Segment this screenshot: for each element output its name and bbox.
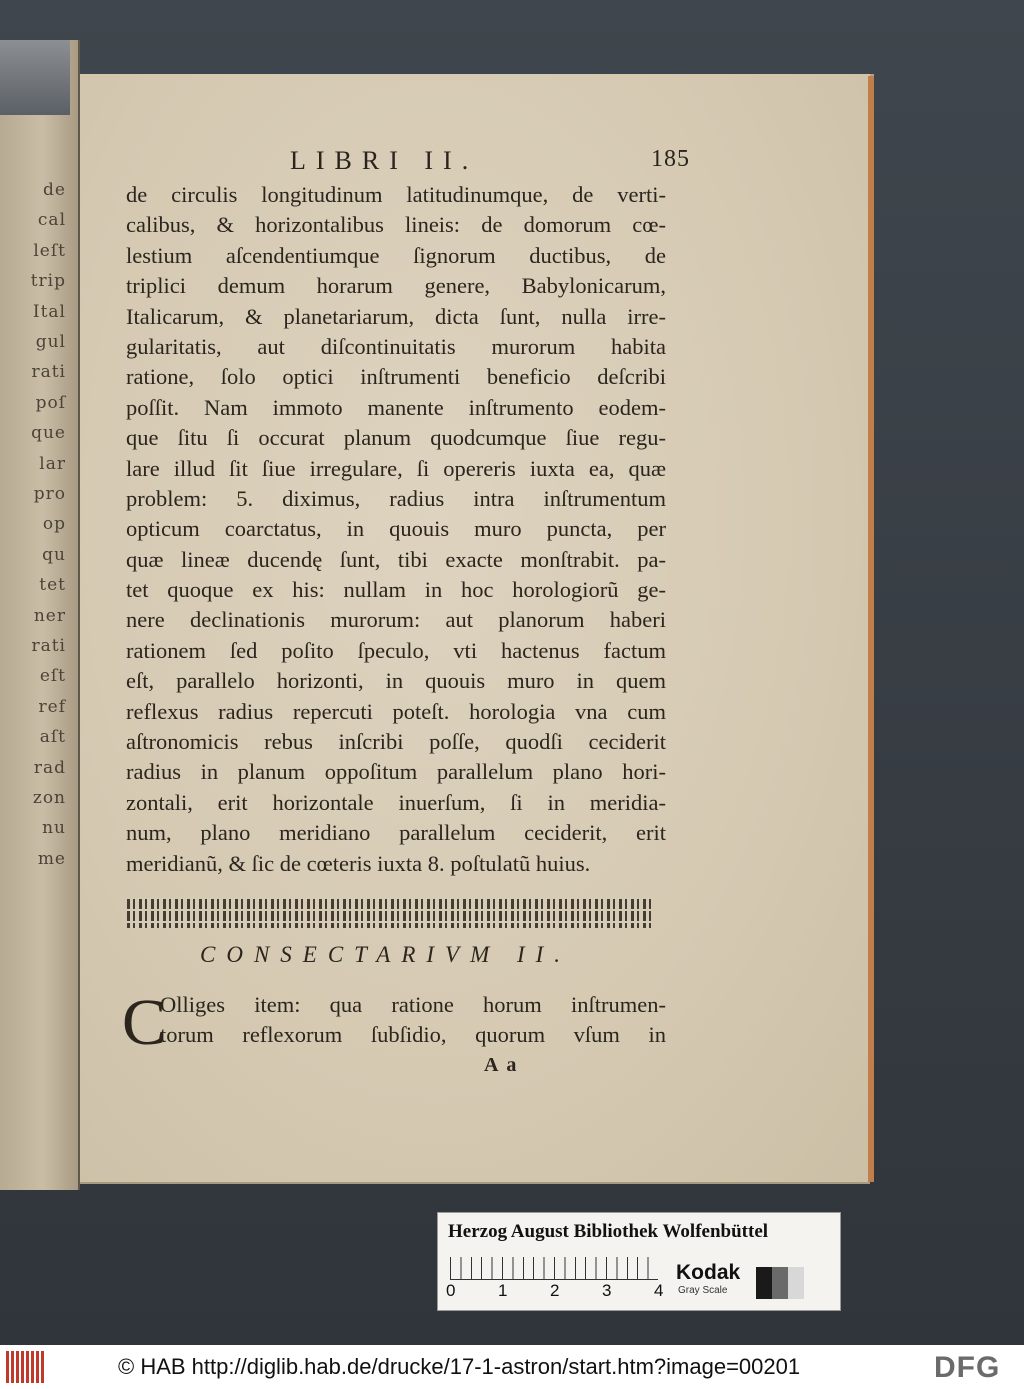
footer-bar xyxy=(0,1345,1024,1389)
text-line: poſſit. Nam immoto manente inſtrumento eodem- xyxy=(126,394,666,420)
hab-logo-icon xyxy=(6,1351,46,1383)
text-line: zontali, erit horizontale inuerſum, ſi in meridia- xyxy=(126,789,666,815)
facing-page-fragment: pro xyxy=(33,484,66,504)
facing-page-fragment: aſt xyxy=(39,727,66,748)
color-scale-card xyxy=(437,1212,841,1311)
facing-page-fragment: de xyxy=(43,180,66,200)
ruler-numbers xyxy=(446,1281,676,1301)
text-line: Italicarum, & planetariarum, dicta ſunt, nulla irre- xyxy=(126,303,666,329)
text-line: lestium aſcendentiumque ſignorum ductibus, de xyxy=(126,242,666,268)
text-line: reflexus radius repercuti poteſt. horologia vna cum xyxy=(126,698,666,724)
section-heading: CONSECTARIVM II. xyxy=(200,942,572,967)
text-line: meridianũ, & ſic de cœteris iuxta 8. poſtulatũ huius. xyxy=(126,850,591,876)
facing-page-fragment: gul xyxy=(35,332,66,352)
page-edge xyxy=(868,76,874,1182)
text-line: nere declinationis murorum: aut planorum haberi xyxy=(126,607,666,633)
dfg-logo: DFG xyxy=(934,1351,1001,1384)
ruler xyxy=(450,1257,658,1280)
text-line: num, plano meridiano parallelum ceciderit, erit xyxy=(126,820,666,846)
facing-page-fragment: ref xyxy=(38,696,66,717)
library-name: Herzog August Bibliothek Wolfenbüttel xyxy=(448,1221,769,1242)
text-line: aſtronomicis rebus inſcribi poſſe, quodſi ceciderit xyxy=(126,729,666,755)
kodak-logo: Kodak xyxy=(676,1261,741,1284)
text-line: gularitatis, aut diſcontinuitatis murorum habita xyxy=(126,333,666,359)
text-line: torum reflexorum ſubſidio, quorum vſum in xyxy=(160,1022,666,1048)
text-line: quæ lineæ ducendę ſunt, tibi exacte monſtrabit. pa- xyxy=(126,546,666,572)
text-line: de circulis longitudinum latitudinumque, de verti- xyxy=(126,182,666,207)
text-line: triplici demum horarum genere, Babylonicarum, xyxy=(126,273,666,299)
text-line: Olliges item: qua ratione horum inſtrumen- xyxy=(160,992,666,1017)
text-line: lare illud ſit ſiue irregulare, ſi opereris iuxta ea, quæ xyxy=(126,455,666,481)
facing-page-fragment: que xyxy=(31,423,66,444)
text-line: rationem ſed poſito ſpeculo, vti hactenus factum xyxy=(126,637,666,663)
text-line: que ſitu ſi occurat planum quodcumque ſiue regu- xyxy=(126,425,666,451)
text-line: ratione, ſolo optici inſtrumenti beneficio deſcribi xyxy=(126,364,666,390)
gray-swatch xyxy=(772,1267,788,1299)
facing-page-fragment: Ital xyxy=(32,301,66,322)
facing-page-fragment: zon xyxy=(32,788,66,808)
facing-page-fragment: lar xyxy=(39,453,66,474)
page-number: 185 xyxy=(651,146,690,172)
facing-page-fragment: nu xyxy=(42,818,66,839)
gray-scale-label: Gray Scale xyxy=(678,1285,728,1296)
running-head-title: LIBRI II. xyxy=(290,146,479,175)
ruler-number: 1 xyxy=(498,1281,508,1300)
facing-page-edge xyxy=(0,40,80,1190)
facing-page-fragment: eſt xyxy=(39,666,66,687)
facing-page-fragment: trip xyxy=(30,271,66,292)
text-line: problem: 5. diximus, radius intra inſtrumentum xyxy=(126,485,666,511)
signature-mark: A a xyxy=(484,1054,519,1076)
facing-page-fragment: me xyxy=(37,848,66,869)
facing-page-fragment: leſt xyxy=(33,240,66,261)
body-text xyxy=(126,180,666,879)
ruler-number: 4 xyxy=(654,1281,664,1300)
text-line: calibus, & horizontalibus lineis: de domorum cœ- xyxy=(126,212,666,238)
text-line: radius in planum oppoſitum parallelum plano hori- xyxy=(126,759,666,785)
text-line: opticum coarctatus, in quouis muro puncta, per xyxy=(126,516,666,542)
facing-page-fragment: tet xyxy=(39,575,66,596)
facing-page-fragment: rati xyxy=(31,362,66,383)
facing-page-fragment: op xyxy=(42,514,66,535)
gray-swatch xyxy=(756,1267,772,1299)
facing-page-fragment: poſ xyxy=(35,392,66,413)
ruler-number: 0 xyxy=(446,1281,456,1300)
gray-swatches xyxy=(756,1267,804,1299)
drop-capital: C xyxy=(122,986,167,1059)
facing-page-shadow xyxy=(0,40,70,115)
text-line: eſt, parallelo horizonti, in quouis muro in quem xyxy=(126,668,666,694)
ruler-number: 2 xyxy=(550,1281,560,1300)
ruler-number: 3 xyxy=(602,1281,612,1300)
facing-page-fragment: rad xyxy=(33,757,66,778)
ornamental-band xyxy=(127,898,651,928)
copyright-link[interactable]: © HAB http://diglib.hab.de/drucke/17-1-astron/start.htm?image=00201 xyxy=(118,1354,801,1379)
facing-page-fragment: rati xyxy=(31,636,66,656)
facing-page-fragment: ner xyxy=(33,605,66,626)
paragraph-2 xyxy=(160,990,666,1051)
gray-swatch xyxy=(788,1267,804,1299)
facing-page-fragment: cal xyxy=(37,210,66,231)
facing-page-fragment: qu xyxy=(42,544,66,565)
text-line: tet quoque ex his: nullam in hoc horologiorũ ge- xyxy=(126,577,666,603)
